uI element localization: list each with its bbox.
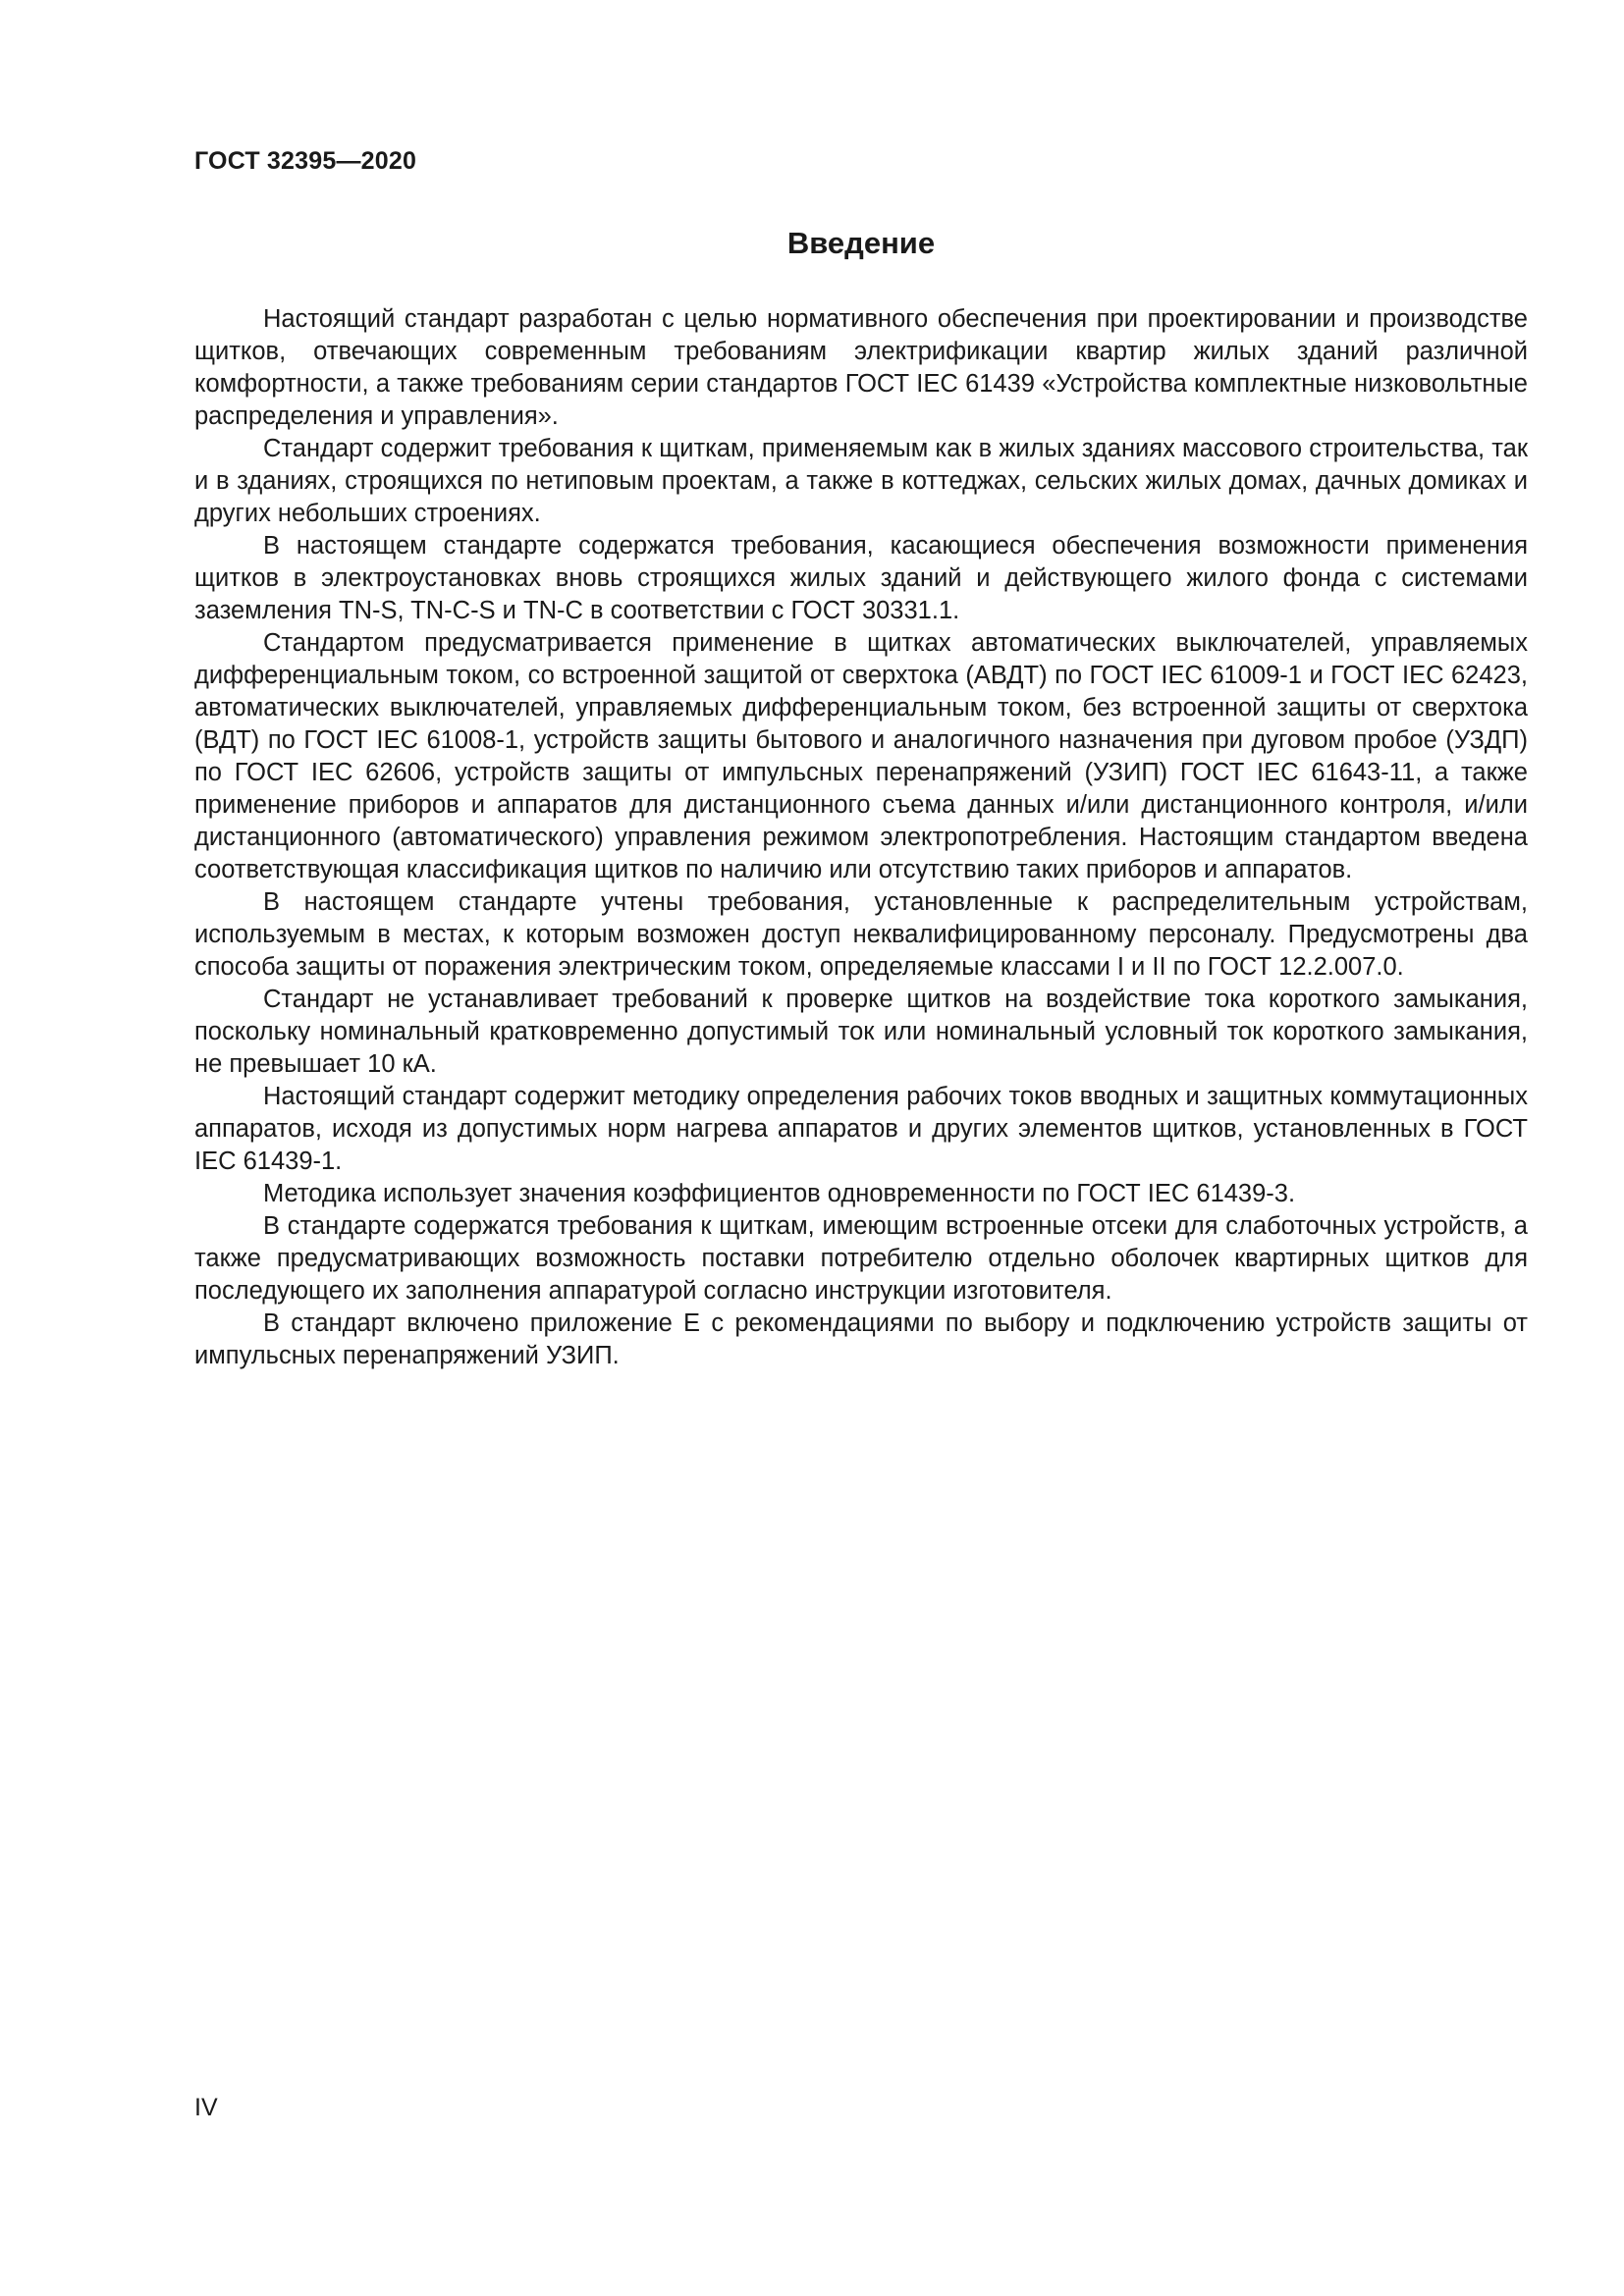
paragraph-1: Настоящий стандарт разработан с целью нормативного обеспечения при проектировании и производстве щитков, отвечающих современным требованиям электрификации квартир жилых зданий различной комфортности, а также требованиям серии стандартов ГОСТ IEC 61439 «Устройства комплектные низковольтные распределения и управления». [194, 305, 1528, 430]
paragraph-3: В настоящем стандарте содержатся требования, касающиеся обеспечения возможности применения щитков в электроустановках вновь строящихся жилых зданий и действующего жилого фонда с системами заземления TN-S, TN-C-S и TN-C в соответствии с ГОСТ 30331.1. [194, 532, 1528, 624]
paragraph-4: Стандартом предусматривается применение в щитках автоматических выключателей, управляемых дифференциальным током, со встроенной защитой от сверхтока (АВДТ) по ГОСТ IEC 61009-1 и ГОСТ IEC 62423, автоматических выключателей, управляемых дифференциальным током, без встроенной защиты от сверхтока (ВДТ) по ГОСТ IEC 61008-1, устройств защиты бытового и аналогичного назначения при дуговом пробое (УЗДП) по ГОСТ IEC 62606, устройств защиты от импульсных перенапряжений (УЗИП) ГОСТ IEC 61643-11, а также применение приборов и аппаратов для дистанционного съема данных и/или дистанционного контроля, и/или дистанционного (автоматического) управления режимом электропотребления. Настоящим стандартом введена соответствующая классификация щитков по наличию или отсутствию таких приборов и аппаратов. [194, 629, 1528, 883]
paragraph-2: Стандарт содержит требования к щиткам, применяемым как в жилых зданиях массового строительства, так и в зданиях, строящихся по нетиповым проектам, а также в коттеджах, сельских жилых домах, дачных домиках и других небольших строениях. [194, 435, 1528, 527]
introduction-body [194, 303, 1528, 1372]
paragraph-7: Настоящий стандарт содержит методику определения рабочих токов вводных и защитных коммутационных аппаратов, исходя из допустимых норм нагрева аппаратов и других элементов щитков, установленных в ГОСТ IEC 61439-1. [194, 1083, 1528, 1175]
document-code-header: ГОСТ 32395—2020 [194, 147, 417, 175]
paragraph-9: В стандарте содержатся требования к щиткам, имеющим встроенные отсеки для слаботочных устройств, а также предусматривающих возможность поставки потребителю отдельно оболочек квартирных щитков для последующего их заполнения аппаратурой согласно инструкции изготовителя. [194, 1212, 1528, 1305]
paragraph-10: В стандарт включено приложение Е с рекомендациями по выбору и подключению устройств защиты от импульсных перенапряжений УЗИП. [194, 1309, 1528, 1369]
paragraph-6: Стандарт не устанавливает требований к проверке щитков на воздействие тока короткого замыкания, поскольку номинальный кратковременно допустимый ток или номинальный условный ток короткого замыкания, не превышает 10 кА. [194, 986, 1528, 1078]
page-number: IV [194, 2094, 218, 2121]
paragraph-5: В настоящем стандарте учтены требования, установленные к распределительным устройствам, используемым в местах, к которым возможен доступ неквалифицированному персоналу. Предусмотрены два способа защиты от поражения электрическим током, определяемые классами I и II по ГОСТ 12.2.007.0. [194, 888, 1528, 981]
section-title: Введение [786, 226, 936, 260]
paragraph-8: Методика использует значения коэффициентов одновременности по ГОСТ IEC 61439-3. [263, 1180, 1296, 1207]
